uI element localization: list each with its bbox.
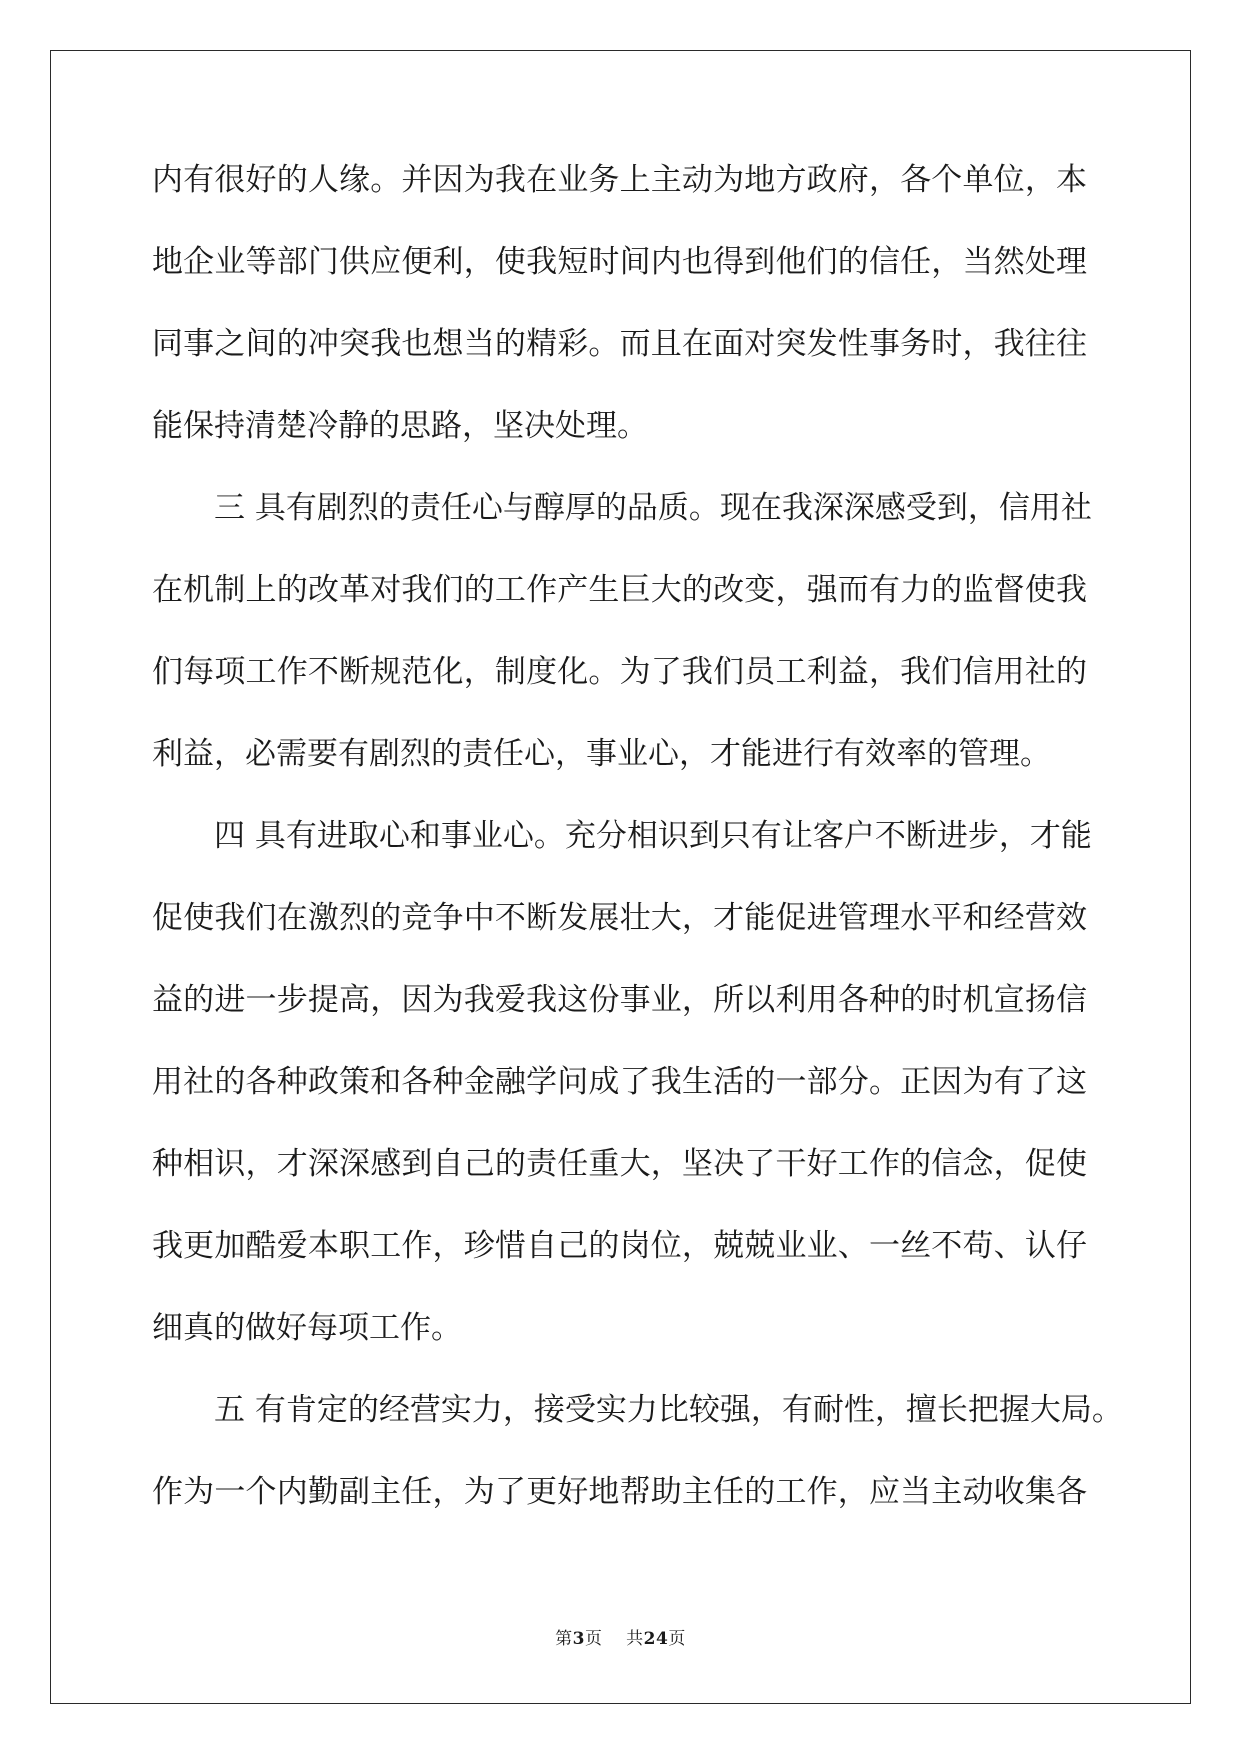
document-body: [152, 160, 1123, 1554]
total-pages: 24: [643, 1629, 669, 1649]
text-line: 内有很好的人缘。并因为我在业务上主动为地方政府，各个单位，本: [152, 162, 1087, 198]
text-line: 们每项工作不断规范化，制度化。为了我们员工利益，我们信用社的: [152, 654, 1087, 690]
page-suffix: 页: [585, 1629, 603, 1649]
total-prefix: 共: [626, 1629, 644, 1649]
text-line: 我更加酷爱本职工作，珍惜自己的岗位，兢兢业业、一丝不苟、认仔: [152, 1228, 1087, 1264]
page-footer: [0, 1624, 1241, 1649]
text-line: 四 具有进取心和事业心。充分相识到只有让客户不断进步，才能: [152, 818, 1092, 854]
text-line: 促使我们在激烈的竞争中不断发展壮大，才能促进管理水平和经营效: [152, 900, 1087, 936]
text-line: 地企业等部门供应便利，使我短时间内也得到他们的信任，当然处理: [152, 244, 1087, 280]
text-line: 益的进一步提高，因为我爱我这份事业，所以利用各种的时机宣扬信: [152, 982, 1087, 1018]
text-line: 同事之间的冲突我也想当的精彩。而且在面对突发性事务时，我往往: [152, 326, 1087, 362]
text-line: 作为一个内勤副主任，为了更好地帮助主任的工作，应当主动收集各: [152, 1474, 1087, 1510]
text-line: 种相识，才深深感到自己的责任重大，坚决了干好工作的信念，促使: [152, 1146, 1087, 1182]
page-number: 3: [572, 1629, 586, 1649]
text-line: 能保持清楚冷静的思路，坚决处理。: [152, 408, 648, 444]
text-line: 五 有肯定的经营实力，接受实力比较强，有耐性，擅长把握大局。: [152, 1392, 1123, 1428]
text-line: 利益，必需要有剧烈的责任心，事业心，才能进行有效率的管理。: [152, 736, 1051, 772]
total-suffix: 页: [668, 1629, 686, 1649]
text-line: 在机制上的改革对我们的工作产生巨大的改变，强而有力的监督使我: [152, 572, 1087, 608]
text-line: 三 具有剧烈的责任心与醇厚的品质。现在我深深感受到，信用社: [152, 490, 1092, 526]
text-line: 细真的做好每项工作。: [152, 1310, 462, 1346]
page-prefix: 第: [555, 1629, 573, 1649]
text-line: 用社的各种政策和各种金融学问成了我生活的一部分。正因为有了这: [152, 1064, 1087, 1100]
